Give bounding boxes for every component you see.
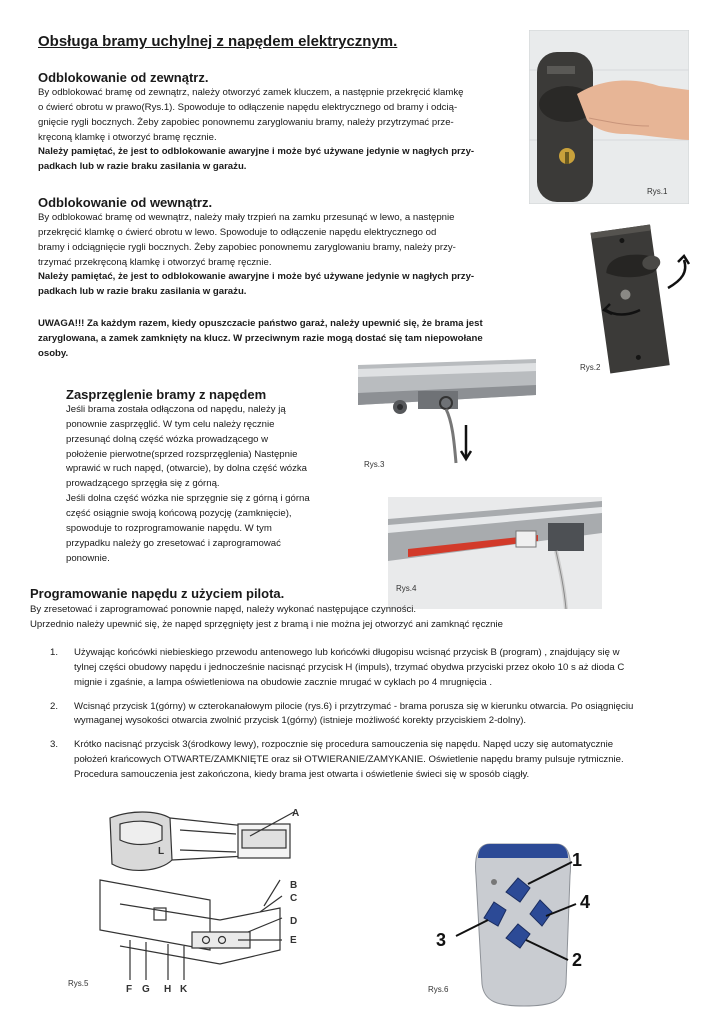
text-line: Jeśli dolna część wózka nie sprzęgnie się z górną i górna [66, 493, 310, 505]
fig5-label-E: E [290, 935, 297, 946]
text-line: tylnej części obudowy napędu i jednocześnie nacisnąć przycisk H (impuls), trzymać obydwa przyciski przez około 10 s aż dioda C [74, 661, 625, 673]
fig5-label-A: A [292, 808, 300, 819]
text-line: Uprzednio należy upewnić się, że napęd sprzęgnięty jest z bramą i nie można jej otworzyć ani zamknąć ręcznie [30, 618, 503, 630]
figure-rys2 [560, 218, 700, 378]
warning-line: zaryglowana, a zamek zamknięty na klucz. W przeciwnym razie mogą dostać się tam niepowołane [38, 332, 483, 344]
figure-rys3 [358, 355, 536, 475]
text-line: położenie pierwotne(sprzed rozsprzęglenia) Następnie [66, 448, 298, 460]
programming-steps [50, 646, 710, 792]
fig5-label-H: H [164, 984, 172, 995]
fig5-label-G: G [142, 984, 150, 995]
text-line-bold: padkach lub w razie braku zasilania w garażu. [38, 161, 247, 173]
figure-rys5 [60, 800, 310, 996]
remote-label-1: 1 [572, 850, 583, 870]
section-body-coupling [66, 403, 356, 566]
text-line: ponownie zasprzęglić. W tym celu należy ręcznie [66, 418, 275, 430]
section-body-outside [38, 86, 508, 175]
text-line: prowadzącego sprzęgła się z górną. [66, 478, 220, 490]
text-line: wymaganej wysokości otwarcia zwolnić przycisk 1(górny) (istnieje możliwość korekty przyciskiem 2-dolny). [74, 715, 527, 727]
text-line: przesunąć dolną część wózka prowadzącego w [66, 433, 269, 445]
text-line: By zresetować i zaprogramować ponownie napęd, należy wykonać następujące czynności. [30, 604, 417, 615]
text-line-bold: padkach lub w razie braku zasilania w garażu. [38, 286, 247, 298]
text-line: By odblokować bramę od wewnątrz, należy mały trzpień na zamku przesunąć w lewo, a następnie [38, 212, 455, 223]
text-line: Procedura samouczenia jest zakończona, kiedy brama jest otwarta i oświetlenie świeci się w sposób ciągły. [74, 769, 530, 781]
section-heading-inside: Odblokowanie od wewnątrz. [38, 195, 213, 210]
fig5-label-B: B [290, 880, 298, 891]
warning-line: UWAGA!!! Za każdym razem, kiedy opuszczacie państwo garaż, należy upewnić się, że brama jest [38, 318, 483, 329]
drive-unit-diagram [60, 800, 310, 996]
lock-outside-illustration [529, 30, 689, 204]
text-line: przekręcić klamkę o ćwierć obrotu w lewo. Spowoduje to odłączenie napędu elektrycznego od [38, 226, 437, 238]
section-body-inside [38, 211, 508, 300]
text-line: By odblokować bramę od zewnątrz, należy otworzyć zamek kluczem, a następnie przekręcić klamkę [38, 87, 464, 98]
text-line-bold: Należy pamiętać, że jest to odblokowanie awaryjne i może być używane jedynie w nagłych przy- [38, 146, 475, 158]
text-line: ponownie. [66, 552, 110, 564]
section-heading-outside: Odblokowanie od zewnątrz. [38, 70, 209, 85]
text-line: bramy i odciągnięcie rygli bocznych. Żeby zapobiec ponownemu zaryglowaniu bramy, należy przy- [38, 241, 456, 253]
remote-label-4: 4 [580, 892, 591, 912]
text-line: gnięcie rygli bocznych. Żeby zapobiec ponownemu zaryglowaniu bramy, należy przytrzymać prze- [38, 116, 454, 128]
warning-line: osoby. [38, 347, 69, 359]
step-item [50, 738, 710, 783]
text-line: spowoduje to rozprogramowanie napędu. W tym [66, 522, 272, 534]
text-line: część osiągnie swoją końcową pozycję (zamknięcie), [66, 508, 292, 520]
text-line: trzymać przekręconą klamkę i otworzyć bramę ręcznie. [38, 256, 272, 268]
remote-label-3: 3 [436, 930, 447, 950]
caption-rys2: Rys.2 [580, 363, 601, 372]
caption-rys3: Rys.3 [364, 460, 385, 469]
text-line: mignie i zgaśnie, a lampa oświetleniowa na obudowie zacznie mrugać w cyklach po 4 mrugnięcia . [74, 676, 493, 688]
text-line: Krótko nacisnąć przycisk 3(środkowy lewy), rozpocznie się procedura samouczenia się napędu. Napęd uczy się automatycznie [74, 739, 614, 751]
section-heading-programming: Programowanie napędu z użyciem pilota. [30, 586, 285, 601]
remote-control-illustration [420, 836, 610, 1022]
caption-rys5: Rys.5 [68, 979, 89, 988]
page-title: Obsługa bramy uchylnej z napędem elektrycznym. [38, 33, 398, 50]
fig5-label-K: K [180, 984, 188, 995]
section-heading-coupling: Zasprzęglenie bramy z napędem [66, 387, 267, 402]
text-line: przypadku należy go zresetować i zaprogramować [66, 537, 281, 549]
fig5-label-D: D [290, 916, 298, 927]
fig5-label-L: L [158, 846, 165, 857]
text-line: wprawić w ruch napęd, (otwarcie), by dolna część wózka [66, 463, 308, 475]
text-line: kręconą klamkę i otworzyć bramę ręcznie. [38, 131, 217, 143]
text-line: o ćwierć obrotu w prawo(Rys.1). Spowoduje to odłączenie napędu elektrycznego od bramy i odcią- [38, 101, 458, 113]
text-line: położeń krańcowych OTWARTE/ZAMKNIĘTE oraz sił OTWIERANIE/ZAMYKANIE. Oświetlenie napędu bramy pulsuje rytmicznie. [74, 754, 624, 766]
text-line: Wcisnąć przycisk 1(górny) w czterokanałowym pilocie (rys.6) i przytrzymać - brama porusza się w kierunku otwarcia. Po osiągnięciu [74, 700, 634, 712]
step-number: 2. [50, 700, 59, 712]
rail-red-strip-illustration [388, 497, 602, 609]
rail-cord-illustration [358, 355, 536, 475]
fig5-label-F: F [126, 984, 133, 995]
text-line: Używając końcówki niebieskiego przewodu antenowego lub końcówki długopisu wcisnąć przycisk B (program) , znajdujący się w [74, 647, 620, 658]
figure-rys6 [420, 836, 610, 1022]
step-number: 1. [50, 647, 59, 658]
step-number: 3. [50, 739, 59, 751]
caption-rys4: Rys.4 [396, 584, 417, 593]
lock-inside-illustration [560, 218, 700, 378]
caption-rys1: Rys.1 [647, 187, 668, 196]
caption-rys6: Rys.6 [428, 985, 449, 994]
step-item [50, 646, 710, 691]
step-item [50, 700, 710, 730]
figure-rys4 [388, 497, 602, 609]
text-line: Jeśli brama została odłączona od napędu, należy ją [66, 404, 286, 415]
programming-intro [30, 603, 710, 633]
figure-rys1 [529, 30, 689, 204]
remote-label-2: 2 [572, 950, 583, 970]
text-line-bold: Należy pamiętać, że jest to odblokowanie awaryjne i może być używane jedynie w nagłych przy- [38, 271, 475, 283]
fig5-label-C: C [290, 893, 298, 904]
